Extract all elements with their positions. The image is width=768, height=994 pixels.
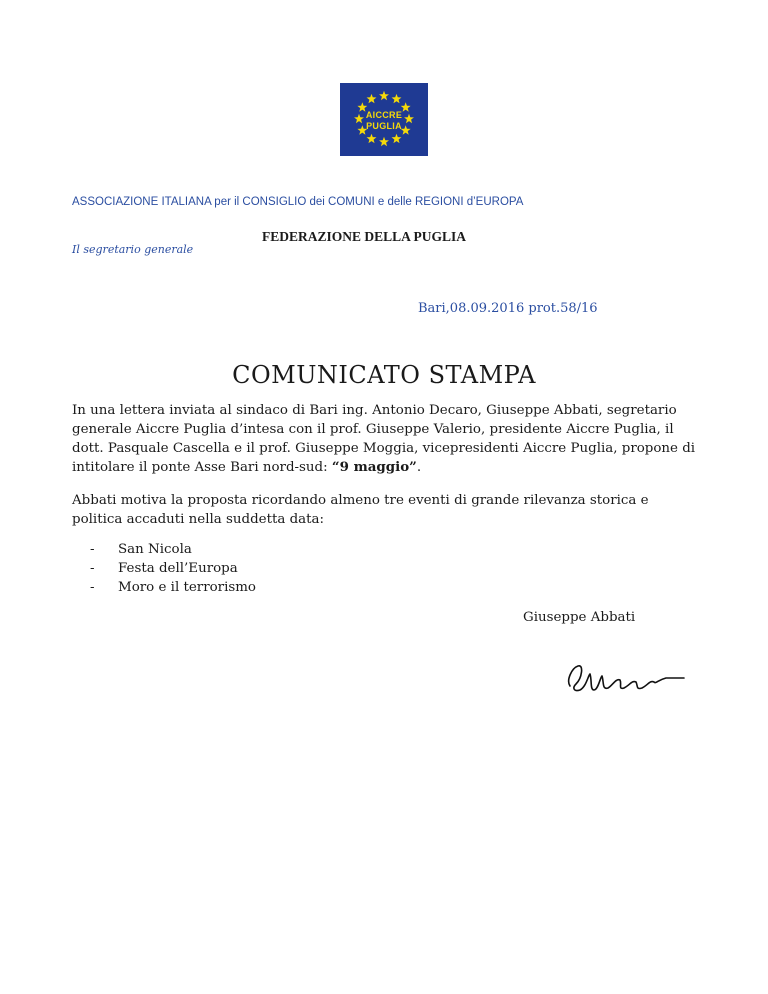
star-icon [367,134,377,143]
list-dash: - [90,542,95,557]
logo-text-aiccre: AICCRE [365,110,403,120]
events-list [90,540,256,597]
star-icon [379,137,389,146]
star-icon [367,94,377,103]
list-dash: - [90,580,95,595]
date-protocol: Bari,08.09.2016 prot.58/16 [418,301,598,316]
list-item-text: Moro e il terrorismo [118,580,256,595]
secretary-label: Il segretario generale [72,243,194,256]
paragraph-1 [72,401,702,477]
list-item [90,540,256,559]
paragraph-1-end: . [416,460,422,475]
list-item-text: San Nicola [118,542,192,557]
list-item [90,559,256,578]
federation-name: FEDERAZIONE DELLA PUGLIA [262,229,467,244]
paragraph-1-text: In una lettera inviata al sindaco di Bari ing. Antonio Decaro, Giuseppe Abbati, segretario generale Aiccre Puglia d’intesa con il prof. Giuseppe Valerio, presidente Aiccre Puglia, il dott. Pasquale Cascella e il prof. Giuseppe Moggia, vicepresidenti Aiccre Puglia, propone di intitolare il ponte Asse Bari nord-sud: [72,403,696,475]
paragraph-2: Abbati motiva la proposta ricordando almeno tre eventi di grande rilevanza storica e politica accaduti nella suddetta data: [72,493,649,527]
bridge-name: “9 maggio” [331,459,417,475]
star-icon [379,91,389,100]
star-icon [392,134,402,143]
logo-text-puglia: PUGLIA [366,121,402,131]
handwritten-signature [562,650,692,700]
signer-name: Giuseppe Abbati [523,610,636,625]
list-item [90,578,256,597]
list-item-text: Festa dell’Europa [118,561,238,576]
page-title: COMUNICATO STAMPA [232,361,536,389]
association-name: ASSOCIAZIONE ITALIANA per il CONSIGLIO dei COMUNI e delle REGIONI d’EUROPA [72,196,524,208]
aiccre-puglia-logo [340,83,428,156]
star-icon [392,94,402,103]
list-dash: - [90,561,95,576]
